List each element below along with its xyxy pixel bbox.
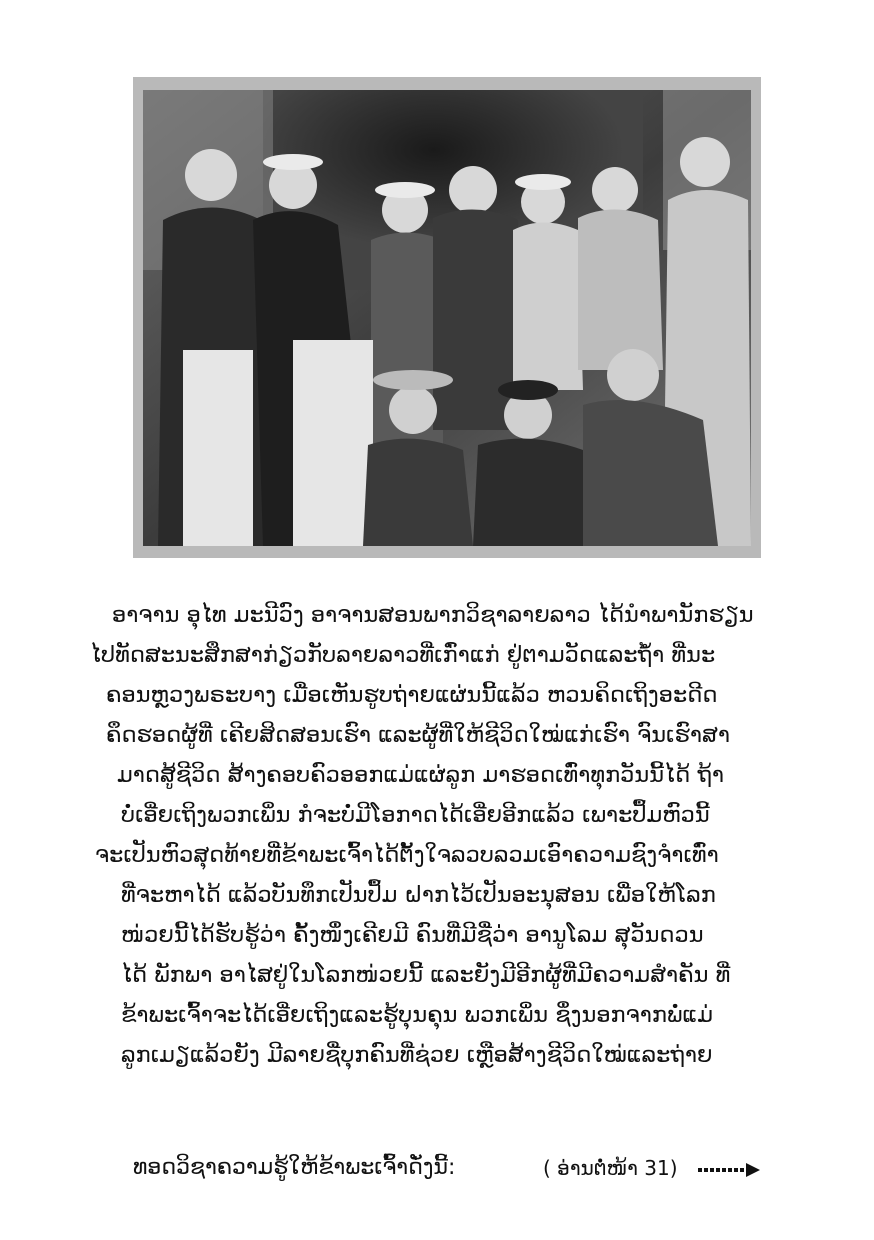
continued-note — [543, 1148, 760, 1190]
paragraph-line: ຄອນຫຼວງພຣະບາງ ເມື່ອເຫັນຮູບຖ່າຍແຜ່ນນີ້ແລ້ວ ຫວນຄິດເຖິງອະດີດ — [106, 682, 718, 708]
dashed-arrow-right-icon — [698, 1150, 760, 1190]
paragraph-last-line: ທອດວິຊາຄວາມຮູ້ໃຫ້ຂ້າພະເຈົ້າດັ່ງນີ້: — [133, 1155, 456, 1180]
paragraph-line: ບໍ່ເອີ່ຍເຖິງພວກເພິ່ນ ກໍຈະບໍ່ມີໂອກາດໄດ້ເອີ່ຍອີກແລ້ວ ເພາະປຶ້ມຫົວນີ້ — [121, 802, 710, 828]
paragraph-line: ທີ່ຈະຫາໄດ້ ແລ້ວບັນທຶກເປັນປຶ້ມ ຝາກໄວ້ເປັນອະນຸສອນ ເພື່ອໃຫ້ໂລກ — [121, 882, 716, 908]
photo-frame — [133, 77, 761, 558]
body-paragraph — [90, 595, 790, 1075]
paragraph-line: ລູກເມຽແລ້ວຍັງ ມີລາຍຊື່ບຸກຄົນທີ່ຊ່ວຍ ເຫຼືອສ້າງຊີວິດໃໝ່ແລະຖ່າຍ — [121, 1042, 713, 1068]
paragraph-line: ຈະເປັນຫົວສຸດທ້າຍທີ່ຂ້າພະເຈົ້າໄດ້ຕັ້ງໃຈລວບລວມເອົາຄວາມຊົງຈຳເທົ່າ — [95, 842, 719, 868]
paragraph-line: ຄຶດຮອດຜູ້ທີ່ ເຄີຍສິດສອນເຮົາ ແລະຜູ້ທີ່ໃຫ້ຊີວິດໃໝ່ແກ່ເຮົາ ຈົນເຮົາສາ — [106, 722, 730, 748]
paragraph-line: ຂ້າພະເຈົ້າຈະໄດ້ເອີ່ຍເຖິງແລະຮູ້ບຸນຄຸນ ພວກເພິ່ນ ຊຶ່ງນອກຈາກພໍ່ແມ່ — [121, 1002, 713, 1028]
last-line-row — [133, 1148, 753, 1188]
paragraph-line: ມາດສູ້ຊີວິດ ສ້າງຄອບຄົວອອກແມ່ແຜ່ລູກ ມາຮອດເທົ່າທຸກວັນນີ້ໄດ້ ຖ້າ — [117, 762, 724, 788]
photo-illustration — [143, 90, 751, 546]
paragraph-line: ໄປທັດສະນະສຶກສາກ່ຽວກັບລາຍລາວທີ່ເກົ່າແກ່ ຢູ່ຕາມວັດແລະຖ້ຳ ທີ່ນະ — [90, 642, 716, 668]
paragraph-line: ໄດ້ ພັກພາ ອາໄສຢູ່ໃນໂລກໜ່ວຍນີ້ ແລະຍັງມີອີກຜູ້ທີ່ມີຄວາມສຳຄັນ ທີ່ — [121, 962, 731, 988]
group-photo — [143, 90, 751, 546]
paragraph-line: ອາຈານ ອຸໄທ ມະນີວົງ ອາຈານສອນພາກວິຊາລາຍລາວ ໄດ້ນຳພານັກຮຽນ — [112, 602, 754, 628]
continued-label: ( ອ່ານຕໍ່ໜ້າ 31) — [543, 1156, 678, 1180]
paragraph-line: ໜ່ວຍນີ້ໄດ້ຮັບຮູ້ວ່າ ຄັ້ງໜຶ່ງເຄີຍມີ ຄົນທີ່ມີຊື່ວ່າ ອານູໂລມ ສຸວັນດວນ — [121, 922, 704, 948]
